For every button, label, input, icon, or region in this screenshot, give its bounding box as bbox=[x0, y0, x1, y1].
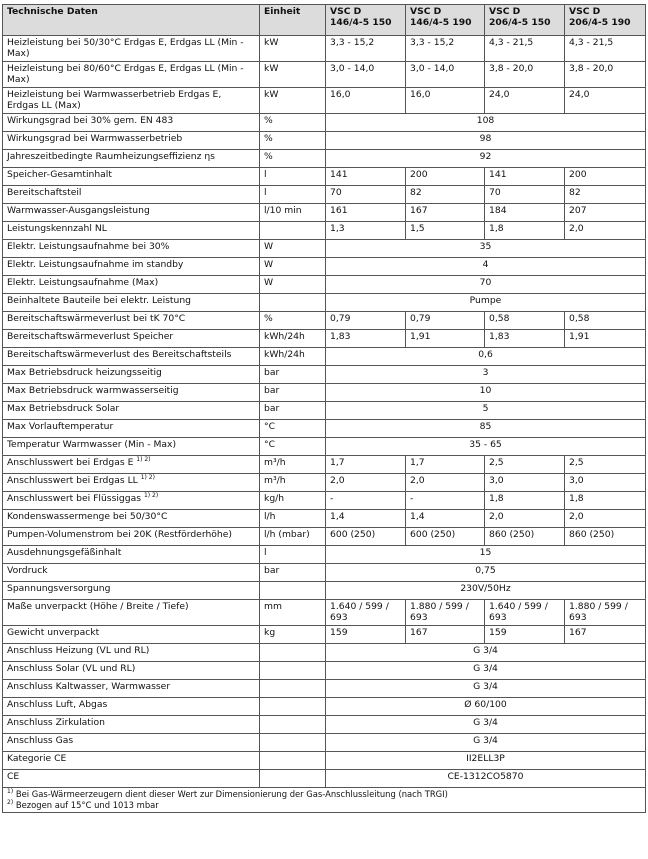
row-unit: % bbox=[260, 114, 326, 132]
row-unit: l/h bbox=[260, 510, 326, 528]
row-label: Heizleistung bei 80/60°C Erdgas E, Erdgas LL (Min - Max) bbox=[3, 62, 260, 88]
row-label: Vordruck bbox=[3, 564, 260, 582]
row-value: 161 bbox=[326, 204, 406, 222]
row-unit: bar bbox=[260, 384, 326, 402]
footnote-ref: 1) 2) bbox=[140, 473, 155, 481]
table-row bbox=[3, 644, 646, 662]
table-row bbox=[3, 716, 646, 734]
row-value: - bbox=[326, 492, 406, 510]
row-label: Max Betriebsdruck Solar bbox=[3, 402, 260, 420]
row-value: 0,6 bbox=[326, 348, 646, 366]
row-value: G 3/4 bbox=[326, 662, 646, 680]
row-value: 1,7 bbox=[326, 456, 406, 474]
row-label: Kondenswassermenge bei 50/30°C bbox=[3, 510, 260, 528]
row-value: 0,75 bbox=[326, 564, 646, 582]
row-unit: °C bbox=[260, 420, 326, 438]
row-label: Ausdehnungsgefäßinhalt bbox=[3, 546, 260, 564]
row-unit: bar bbox=[260, 564, 326, 582]
row-value: 4,3 - 21,5 bbox=[485, 36, 565, 62]
row-value: 3,8 - 20,0 bbox=[485, 62, 565, 88]
row-value: 0,79 bbox=[406, 312, 485, 330]
header-model: VSC D 206/4-5 190 bbox=[565, 5, 646, 36]
row-value: Pumpe bbox=[326, 294, 646, 312]
row-value: 1,83 bbox=[485, 330, 565, 348]
row-value: 167 bbox=[406, 626, 485, 644]
table-row bbox=[3, 36, 646, 62]
row-unit bbox=[260, 770, 326, 788]
table-row bbox=[3, 626, 646, 644]
row-label: Anschluss Kaltwasser, Warmwasser bbox=[3, 680, 260, 698]
footnote: $^{1)}$ Bei Gas-Wärmeerzeugern dient dieser Wert zur Dimensionierung der Gas-Anschlussleitung (nach TRGI) bbox=[7, 788, 448, 799]
row-label: Heizleistung bei 50/30°C Erdgas E, Erdgas LL (Min - Max) bbox=[3, 36, 260, 62]
row-value: II2ELL3P bbox=[326, 752, 646, 770]
row-value: Ø 60/100 bbox=[326, 698, 646, 716]
row-value: 5 bbox=[326, 402, 646, 420]
row-label: Maße unverpackt (Höhe / Breite / Tiefe) bbox=[3, 600, 260, 626]
row-value: 167 bbox=[406, 204, 485, 222]
row-value: 2,0 bbox=[565, 510, 646, 528]
table-row bbox=[3, 294, 646, 312]
table-row bbox=[3, 186, 646, 204]
row-unit: W bbox=[260, 240, 326, 258]
table-row bbox=[3, 62, 646, 88]
row-unit: bar bbox=[260, 366, 326, 384]
row-label: Anschlusswert bei Erdgas LL $^{1) 2)}$ bbox=[3, 474, 260, 492]
row-value: 1,83 bbox=[326, 330, 406, 348]
row-value: 98 bbox=[326, 132, 646, 150]
table-row bbox=[3, 312, 646, 330]
row-value: 141 bbox=[485, 168, 565, 186]
row-value: 207 bbox=[565, 204, 646, 222]
row-value: 1,3 bbox=[326, 222, 406, 240]
row-value: 860 (250) bbox=[485, 528, 565, 546]
row-value: 24,0 bbox=[565, 88, 646, 114]
row-unit bbox=[260, 222, 326, 240]
row-label: Heizleistung bei Warmwasserbetrieb Erdgas E, Erdgas LL (Max) bbox=[3, 88, 260, 114]
row-value: 15 bbox=[326, 546, 646, 564]
row-value: 1,91 bbox=[565, 330, 646, 348]
row-label: Spannungsversorgung bbox=[3, 582, 260, 600]
row-value: 1.640 / 599 / 693 bbox=[485, 600, 565, 626]
row-label: CE bbox=[3, 770, 260, 788]
row-value: 0,58 bbox=[565, 312, 646, 330]
row-value: 2,0 bbox=[326, 474, 406, 492]
row-label: Elektr. Leistungsaufnahme bei 30% bbox=[3, 240, 260, 258]
row-label: Warmwasser-Ausgangsleistung bbox=[3, 204, 260, 222]
row-unit: m³/h bbox=[260, 474, 326, 492]
row-value: 167 bbox=[565, 626, 646, 644]
row-unit: l bbox=[260, 168, 326, 186]
row-unit: % bbox=[260, 132, 326, 150]
row-value: 16,0 bbox=[326, 88, 406, 114]
row-value: 1,8 bbox=[485, 222, 565, 240]
row-unit: W bbox=[260, 276, 326, 294]
table-row bbox=[3, 366, 646, 384]
table-row bbox=[3, 132, 646, 150]
header-title: Technische Daten bbox=[3, 5, 260, 36]
table-row bbox=[3, 150, 646, 168]
row-value: 2,0 bbox=[485, 510, 565, 528]
row-value: 200 bbox=[406, 168, 485, 186]
row-value: CE-1312CO5870 bbox=[326, 770, 646, 788]
row-value: 1,5 bbox=[406, 222, 485, 240]
row-value: 92 bbox=[326, 150, 646, 168]
row-label: Speicher-Gesamtinhalt bbox=[3, 168, 260, 186]
table-row bbox=[3, 510, 646, 528]
table-row bbox=[3, 492, 646, 510]
row-unit bbox=[260, 582, 326, 600]
row-value: 3,3 - 15,2 bbox=[326, 36, 406, 62]
row-value: 35 - 65 bbox=[326, 438, 646, 456]
table-row bbox=[3, 240, 646, 258]
row-unit bbox=[260, 680, 326, 698]
row-label: Anschlusswert bei Erdgas E $^{1) 2)}$ bbox=[3, 456, 260, 474]
table-row bbox=[3, 680, 646, 698]
row-unit bbox=[260, 752, 326, 770]
table-row bbox=[3, 402, 646, 420]
row-value: 1,8 bbox=[485, 492, 565, 510]
row-label: Anschluss Solar (VL und RL) bbox=[3, 662, 260, 680]
row-value: 4,3 - 21,5 bbox=[565, 36, 646, 62]
row-value: 600 (250) bbox=[406, 528, 485, 546]
row-label: Bereitschaftswärmeverlust bei tK 70°C bbox=[3, 312, 260, 330]
row-label: Max Vorlauftemperatur bbox=[3, 420, 260, 438]
row-value: 860 (250) bbox=[565, 528, 646, 546]
table-row bbox=[3, 330, 646, 348]
row-unit: °C bbox=[260, 438, 326, 456]
row-value: 2,0 bbox=[406, 474, 485, 492]
row-value: 70 bbox=[485, 186, 565, 204]
footnote: $^{2)}$ Bezogen auf 15°C und 1013 mbar bbox=[7, 799, 159, 810]
table-row bbox=[3, 258, 646, 276]
table-row bbox=[3, 456, 646, 474]
row-value: 1.640 / 599 / 693 bbox=[326, 600, 406, 626]
row-unit: kg/h bbox=[260, 492, 326, 510]
row-value: 4 bbox=[326, 258, 646, 276]
row-value: 0,58 bbox=[485, 312, 565, 330]
table-row bbox=[3, 222, 646, 240]
row-unit: l bbox=[260, 546, 326, 564]
row-value: 1,8 bbox=[565, 492, 646, 510]
table-row bbox=[3, 528, 646, 546]
row-value: G 3/4 bbox=[326, 734, 646, 752]
table-row bbox=[3, 770, 646, 788]
row-label: Temperatur Warmwasser (Min - Max) bbox=[3, 438, 260, 456]
row-value: 1.880 / 599 / 693 bbox=[406, 600, 485, 626]
row-value: 1,4 bbox=[326, 510, 406, 528]
table-row bbox=[3, 662, 646, 680]
row-value: 230V/50Hz bbox=[326, 582, 646, 600]
row-label: Anschluss Luft, Abgas bbox=[3, 698, 260, 716]
row-value: 3 bbox=[326, 366, 646, 384]
row-unit: m³/h bbox=[260, 456, 326, 474]
row-unit: % bbox=[260, 312, 326, 330]
row-unit bbox=[260, 734, 326, 752]
row-label: Bereitschaftswärmeverlust Speicher bbox=[3, 330, 260, 348]
row-value: 35 bbox=[326, 240, 646, 258]
row-unit bbox=[260, 644, 326, 662]
row-label: Anschluss Zirkulation bbox=[3, 716, 260, 734]
table-row bbox=[3, 168, 646, 186]
row-label: Anschluss Gas bbox=[3, 734, 260, 752]
row-label: Wirkungsgrad bei Warmwasserbetrieb bbox=[3, 132, 260, 150]
table-row bbox=[3, 348, 646, 366]
row-label: Wirkungsgrad bei 30% gem. EN 483 bbox=[3, 114, 260, 132]
row-value: 159 bbox=[485, 626, 565, 644]
header-row bbox=[3, 5, 646, 36]
row-unit: kWh/24h bbox=[260, 330, 326, 348]
row-value: 3,0 - 14,0 bbox=[326, 62, 406, 88]
row-value: 2,0 bbox=[565, 222, 646, 240]
table-row bbox=[3, 734, 646, 752]
row-value: 159 bbox=[326, 626, 406, 644]
technical-data-sheet bbox=[2, 4, 645, 855]
row-label: Max Betriebsdruck heizungsseitig bbox=[3, 366, 260, 384]
row-unit: kW bbox=[260, 88, 326, 114]
row-unit: W bbox=[260, 258, 326, 276]
row-unit bbox=[260, 662, 326, 680]
row-label: Elektr. Leistungsaufnahme (Max) bbox=[3, 276, 260, 294]
row-value: 1.880 / 599 / 693 bbox=[565, 600, 646, 626]
row-value: 3,8 - 20,0 bbox=[565, 62, 646, 88]
row-value: 10 bbox=[326, 384, 646, 402]
row-value: 3,3 - 15,2 bbox=[406, 36, 485, 62]
row-value: 141 bbox=[326, 168, 406, 186]
footnote-ref: 1) 2) bbox=[143, 491, 159, 499]
row-unit: l bbox=[260, 186, 326, 204]
row-value: 24,0 bbox=[485, 88, 565, 114]
row-value: G 3/4 bbox=[326, 644, 646, 662]
row-label: Leistungskennzahl NL bbox=[3, 222, 260, 240]
row-label: Beinhaltete Bauteile bei elektr. Leistung bbox=[3, 294, 260, 312]
footnote-row bbox=[3, 788, 646, 813]
header-model: VSC D 146/4-5 150 bbox=[326, 5, 406, 36]
row-value: 3,0 bbox=[485, 474, 565, 492]
table-row bbox=[3, 88, 646, 114]
table-row bbox=[3, 384, 646, 402]
row-unit bbox=[260, 716, 326, 734]
header-unit: Einheit bbox=[260, 5, 326, 36]
row-value: 1,91 bbox=[406, 330, 485, 348]
table-row bbox=[3, 582, 646, 600]
row-value: 2,5 bbox=[565, 456, 646, 474]
row-value: 2,5 bbox=[485, 456, 565, 474]
row-value: 16,0 bbox=[406, 88, 485, 114]
table-row bbox=[3, 276, 646, 294]
row-value: 82 bbox=[406, 186, 485, 204]
row-value: 85 bbox=[326, 420, 646, 438]
footnote-ref: 1) 2) bbox=[136, 455, 151, 463]
table-row bbox=[3, 698, 646, 716]
row-unit: l/h (mbar) bbox=[260, 528, 326, 546]
table-row bbox=[3, 474, 646, 492]
table-row bbox=[3, 600, 646, 626]
row-unit bbox=[260, 698, 326, 716]
row-value: 200 bbox=[565, 168, 646, 186]
table-row bbox=[3, 438, 646, 456]
row-label: Pumpen-Volumenstrom bei 20K (Restförderhöhe) bbox=[3, 528, 260, 546]
row-label: Kategorie CE bbox=[3, 752, 260, 770]
row-value: 70 bbox=[326, 186, 406, 204]
row-value: G 3/4 bbox=[326, 680, 646, 698]
row-unit bbox=[260, 294, 326, 312]
row-value: 82 bbox=[565, 186, 646, 204]
table-body bbox=[3, 36, 646, 788]
row-value: 3,0 bbox=[565, 474, 646, 492]
table-row bbox=[3, 420, 646, 438]
row-unit: bar bbox=[260, 402, 326, 420]
row-unit: mm bbox=[260, 600, 326, 626]
row-value: 70 bbox=[326, 276, 646, 294]
footnotes bbox=[3, 788, 646, 813]
row-value: G 3/4 bbox=[326, 716, 646, 734]
row-label: Anschluss Heizung (VL und RL) bbox=[3, 644, 260, 662]
header-model: VSC D 146/4-5 190 bbox=[406, 5, 485, 36]
row-label: Jahreszeitbedingte Raumheizungseffizienz ηs bbox=[3, 150, 260, 168]
row-label: Elektr. Leistungsaufnahme im standby bbox=[3, 258, 260, 276]
row-value: 1,7 bbox=[406, 456, 485, 474]
row-label: Bereitschaftsteil bbox=[3, 186, 260, 204]
row-value: - bbox=[406, 492, 485, 510]
row-unit: kW bbox=[260, 36, 326, 62]
row-unit: kW bbox=[260, 62, 326, 88]
row-unit: l/10 min bbox=[260, 204, 326, 222]
row-label: Gewicht unverpackt bbox=[3, 626, 260, 644]
row-value: 184 bbox=[485, 204, 565, 222]
row-unit: % bbox=[260, 150, 326, 168]
technical-data-table bbox=[2, 4, 646, 813]
header-model: VSC D 206/4-5 150 bbox=[485, 5, 565, 36]
table-row bbox=[3, 752, 646, 770]
table-row bbox=[3, 564, 646, 582]
row-value: 3,0 - 14,0 bbox=[406, 62, 485, 88]
row-value: 1,4 bbox=[406, 510, 485, 528]
row-label: Anschlusswert bei Flüssiggas $^{1) 2)}$ bbox=[3, 492, 260, 510]
table-row bbox=[3, 546, 646, 564]
row-unit: kg bbox=[260, 626, 326, 644]
row-unit: kWh/24h bbox=[260, 348, 326, 366]
row-value: 600 (250) bbox=[326, 528, 406, 546]
row-value: 108 bbox=[326, 114, 646, 132]
row-label: Max Betriebsdruck warmwasserseitig bbox=[3, 384, 260, 402]
row-label: Bereitschaftswärmeverlust des Bereitschaftsteils bbox=[3, 348, 260, 366]
table-row bbox=[3, 204, 646, 222]
table-row bbox=[3, 114, 646, 132]
row-value: 0,79 bbox=[326, 312, 406, 330]
